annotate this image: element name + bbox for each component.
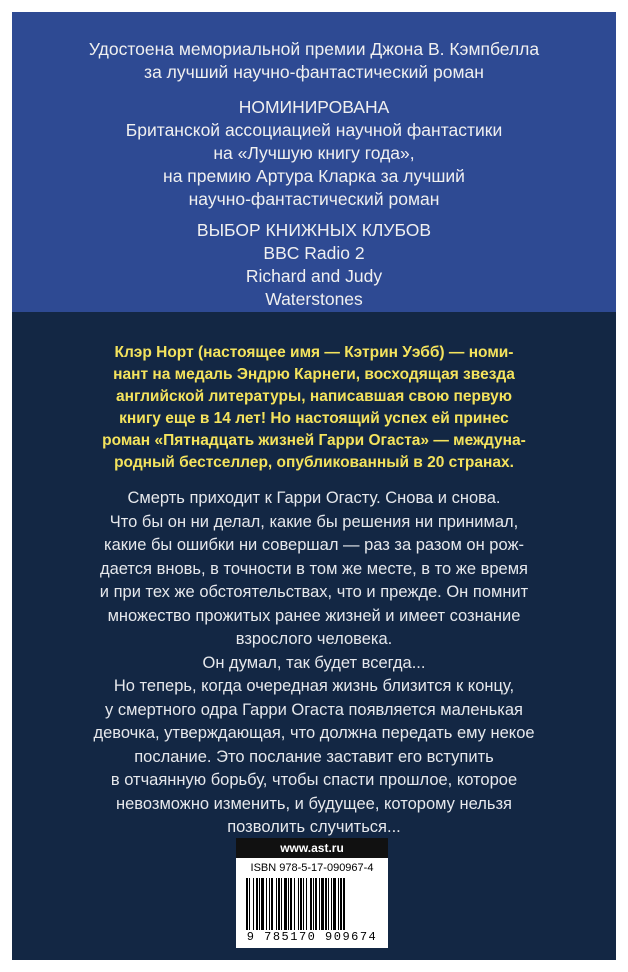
award-block — [12, 38, 616, 84]
barcode-stripe — [249, 878, 250, 930]
barcode-stripe — [306, 878, 307, 930]
barcode-stripe — [276, 878, 277, 930]
description-line: дается вновь, в точности в том же месте, в то же время — [100, 559, 528, 578]
awards-panel — [12, 12, 616, 312]
book-back-cover — [12, 12, 616, 960]
description-line: в отчаянную борьбу, чтобы спасти прошлое, которое — [110, 771, 518, 789]
barcode-stripe — [281, 878, 282, 930]
barcode-stripe — [266, 878, 267, 930]
barcode-stripe — [271, 878, 273, 930]
description-line: и при тех же обстоятельствах, что и прежде. Он помнит — [99, 583, 529, 601]
barcode-stripe — [261, 878, 264, 930]
barcode-stripe — [259, 878, 260, 930]
promo-line: нант на медаль Эндрю Карнеги, восходящая звезда — [113, 366, 515, 383]
barcode-bars — [242, 878, 382, 930]
clubs-block — [12, 219, 616, 311]
barcode-stripe — [246, 878, 248, 930]
barcode-stripe — [331, 878, 332, 930]
description-line: позволить случиться... — [227, 818, 401, 836]
barcode-stripe — [298, 878, 299, 930]
clubs-line: Waterstones — [265, 289, 363, 309]
description-line: Смерть приходит к Гарри Огасту. Снова и снова. — [127, 489, 501, 507]
description-line: невозможно изменить, и будущее, которому нельзя — [116, 794, 512, 813]
barcode-stripe — [300, 878, 302, 930]
promo-line: роман «Пятнадцать жизней Гарри Огаста» — междуна- — [102, 432, 526, 449]
promo-line: родный бестселлер, опубликованный в 20 странах. — [114, 454, 514, 471]
isbn-text: ISBN 978-5-17-090967-4 — [250, 862, 374, 874]
nominated-line: Британской ассоциацией научной фантастики — [125, 120, 503, 140]
clubs-line: BBC Radio 2 — [263, 243, 365, 263]
barcode-stripe — [333, 878, 336, 930]
nominated-line: на «Лучшую книгу года», — [213, 143, 415, 163]
nominated-heading: НОМИНИРОВАНА — [238, 97, 390, 117]
barcode-stripe — [319, 878, 320, 930]
barcode-stripe — [315, 878, 317, 930]
nominated-line: на премию Артура Кларка за лучший — [163, 166, 465, 186]
barcode-stripe — [325, 878, 327, 930]
barcode-block — [236, 838, 388, 948]
description-line: Он думал, так будет всегда... — [202, 653, 426, 672]
barcode-stripe — [288, 878, 289, 930]
description-line: послание. Это послание заставит его вступить — [134, 747, 494, 766]
publisher-url[interactable]: www.ast.ru — [236, 838, 388, 858]
barcode-stripe — [290, 878, 292, 930]
award-line: за лучший научно-фантастический роман — [144, 62, 484, 82]
promo-line: книгу еще в 14 лет! Но настоящий успех ей принес — [119, 410, 509, 427]
clubs-heading: ВЫБОР КНИЖНЫХ КЛУБОВ — [196, 220, 432, 240]
barcode-stripe — [310, 878, 312, 930]
barcode-stripe — [338, 878, 339, 930]
barcode-stripe — [328, 878, 329, 930]
synopsis-panel — [12, 312, 616, 960]
barcode-stripe — [343, 878, 345, 930]
description-line: Что бы он ни делал, какие бы решения ни принимал, — [109, 512, 519, 531]
description-line: взрослого человека. — [235, 630, 393, 648]
award-line: Удостоена мемориальной премии Джона В. Кэмпбелла — [88, 39, 540, 59]
author-promo — [12, 342, 616, 474]
barcode-stripe — [256, 878, 258, 930]
barcode-stripe — [294, 878, 295, 930]
barcode-stripe — [278, 878, 280, 930]
barcode-stripe — [303, 878, 304, 930]
clubs-line: Richard and Judy — [245, 266, 383, 286]
description-line: Но теперь, когда очередная жизнь близится к концу, — [113, 677, 515, 695]
description-line: какие бы ошибки ни совершал — раз за разом он рож- — [104, 536, 524, 554]
nominated-line: научно-фантастический роман — [188, 189, 440, 209]
barcode-stripe — [269, 878, 270, 930]
barcode-stripe — [253, 878, 254, 930]
nominated-block — [12, 96, 616, 211]
description-line: девочка, утверждающая, что должна передать ему некое — [93, 724, 535, 742]
barcode-stripe — [284, 878, 287, 930]
barcode-stripe — [313, 878, 314, 930]
book-description — [12, 487, 616, 840]
barcode-stripe — [340, 878, 342, 930]
barcode-number: 9 785170 909674 — [246, 930, 378, 944]
barcode-stripe — [321, 878, 324, 930]
promo-line: английской литературы, написавшая свою первую — [116, 388, 512, 405]
promo-line: Клэр Норт (настоящее имя — Кэтрин Уэбб) — номи- — [114, 344, 514, 361]
barcode-label — [236, 858, 388, 948]
description-line: у смертного одра Гарри Огаста появляется маленькая — [105, 700, 523, 719]
description-line: множество прожитых ранее жизней и имеет сознание — [107, 606, 521, 625]
